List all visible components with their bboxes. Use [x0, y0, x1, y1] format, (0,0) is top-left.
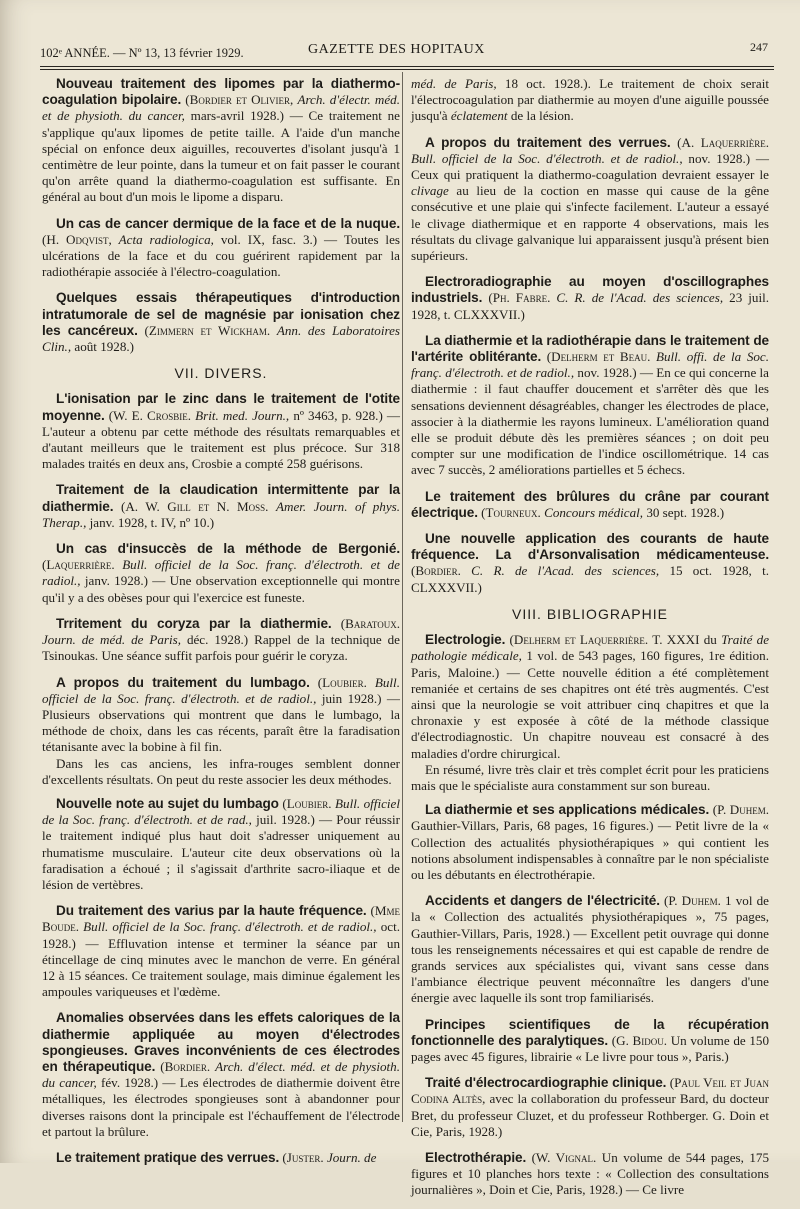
article-body: Gauthier-Villars, Paris, 68 pages, 16 figures.) — Petit livre de la « Collection des actualités physiothérapiques » qui contient les notions absolument indispensables à connaître par le non spécialiste ou les débutants en électrothérapie.	[411, 818, 769, 882]
article-author: Loubier.	[322, 674, 367, 690]
article-body-end: de la lésion.	[510, 108, 574, 124]
article-title: Accidents et dangers de l'électricité.	[425, 893, 660, 909]
article-body: 18 oct. 1928.). Le traitement de choix serait l'électrocoagulation par diathermie au moyen d'une aiguille poussée jusqu'à	[411, 76, 769, 124]
article-body: 30 sept. 1928.)	[646, 504, 725, 520]
article-body: déc. 1928.) Rappel de la technique de Tsinoukas. Une séance suffit parfois pour guérir le coryza.	[42, 632, 400, 664]
article-title: La diathermie et la radiothérapie dans le traitement de l'artérite oblitérante.	[411, 332, 769, 365]
article-title: Traité d'électrocardiographie clinique.	[425, 1075, 667, 1091]
article-entry: Quelques essais thérapeutiques d'introduction intratumorale de sel de magnésie par ionisation chez les cancéreux. (Zimmern et Wickham. Ann. des Laboratoires Clin., août 1928.)	[42, 290, 400, 355]
publication-title: GAZETTE DES HOPITAUX	[308, 42, 485, 57]
article-entry: Principes scientifiques de la récupération fonctionnelle des paralytiques. (G. Bidou. Un volume de 150 pages avec 45 figures, librairie « Le livre pour tous », Paris.)	[411, 1016, 769, 1064]
article-body: vol. IX, fasc. 3.) — Toutes les ulcérations de la face et du cou guérirent rapidement par la radiothérapie associée à l'électro-coagulation.	[42, 231, 400, 280]
article-entry: Traitement de la claudication intermittente par la diathermie. (A. W. Gill et N. Moss. Amer. Journ. of phys. Therap., janv. 1928, t. IV, nº 10.)	[42, 482, 401, 530]
article-journal: Journ. de	[326, 1149, 377, 1165]
article-entry: Trritement du coryza par la diathermie. (Baratoux. Journ. de méd. de Paris, déc. 1928.) Rappel de la technique de Tsinoukas. Une séance suffit parfois pour guérir le coryza.	[42, 615, 400, 664]
article-journal: Bull. officiel de la Soc. d'électroth. et de radiol.,	[411, 150, 683, 166]
article-entry: Traité d'électrocardiographie clinique. (Paul Veil et Juan Codina Altès, avec la collaboration du professeur Bard, du docteur Bret, du professeur Cluzet, et du professeur Rothberger. G. Doin et Cie, Paris, 1928.)	[411, 1075, 769, 1139]
page-number: 247	[750, 40, 768, 54]
article-author: G. Bidou.	[616, 1032, 668, 1048]
article-body: oct. 1928.) — Effluvation intense et terminer la séance par un étincellage de cinq minutes avec le manchon de verre. En général 12 à 15 séances. Ce traitement soulage, mais diminue également les ampoules variqueuses et l'œdème.	[42, 919, 401, 1000]
article-title: Une nouvelle application des courants de haute fréquence. La d'Arsonvalisation médicamenteuse.	[411, 531, 769, 563]
article-entry: Electroradiographie au moyen d'oscillographes industriels. (Ph. Fabre. C. R. de l'Acad. des sciences, 23 juil. 1928, t. CLXXXVII.)	[411, 274, 769, 322]
header-rule-top	[40, 66, 774, 67]
article-body: juil. 1928.) — Pour réussir le traitement indiqué plus haut doit s'adresser uniquement au rhumatisme musculaire. L'auteur cite deux observations où la faradisation a échoué ; il s'agissait d'arthrite sacro-iliaque et de lésion de vertèbres.	[42, 812, 401, 892]
article-title: Principes scientifiques de la récupération fonctionnelle des paralytiques.	[411, 1016, 769, 1048]
article-author: W. Vignal.	[535, 1149, 597, 1165]
article-entry: La diathermie et la radiothérapie dans le traitement de l'artérite oblitérante. (Delherm et Beau. Bull. offi. de la Soc. franç. d'électroth. et de radiol., nov. 1928.) — En ce qui concerne la diathermie : il faut chauffer doucement et s'arrêter dès que les sensations deviennent désagréables, changer les électrodes de place, associer à la diathermie les rayons lumineux. L'amélioration quand elle se produit débute dès les premières séances ; on doit peu compter sur une modification de l'indice oscillométrique. 14 cas avec 7 succès, 2 améliorations partielles et 5 échecs.	[411, 332, 769, 478]
article-entry: Anomalies observées dans les effets caloriques de la diathermie appliquée au moyen d'électrodes spongieuses. Graves inconvénients de ces électrodes en thérapeutique. (Bordier. Arch. d'élect. méd. et de physioth. du cancer, fév. 1928.) — Les électrodes de diathermie doivent être métalliques, les électrodes spongieuses sont à abandonner pour diverses raisons dont la principale est l'échauffement de l'électrode et partout la brûlure.	[42, 1010, 400, 1139]
right-column	[411, 76, 769, 1209]
article-entry: Un cas de cancer dermique de la face et de la nuque. (H. Odqvist, Acta radiologica, vol. IX, fasc. 3.) — Toutes les ulcérations de la face et du cou guérirent rapidement par la radiothérapie associée à l'électro-coagulation.	[42, 215, 400, 280]
article-body: nº 3463, p. 928.) — L'auteur a obtenu par cette méthode des résultats remarquables et d'autant meilleurs que le traitement est plus précoce. Sur 318 malades traités en deux ans, Crosbie a compté 258 guérisons.	[42, 407, 401, 472]
article-entry: Un cas d'insuccès de la méthode de Bergonié. (Laquerrière. Bull. officiel de la Soc. franç. d'électroth. et de radiol., janv. 1928.) — Une observation exceptionnelle qui montre qu'il y a des obèses pour qui l'exercice est funeste.	[42, 541, 400, 605]
article-title: Trritement du coryza par la diathermie.	[56, 615, 332, 631]
article-entry: Le traitement des brûlures du crâne par courant électrique. (Tourneux. Concours médical, 30 sept. 1928.)	[411, 488, 769, 520]
article-author: Baratoux.	[345, 615, 400, 631]
article-entry: Nouveau traitement des lipomes par la diathermo-coagulation bipolaire. (Bordier et Olivier, Arch. d'électr. méd. et de physioth. du cancer, mars-avril 1928.) — Ce traitement ne s'applique qu'aux lipomes de petite taille. A l'aide d'un manche spécial on enfonce deux aiguilles, recouvertes d'isolant jusqu'à 1 centimètre de leur pointe, dans la tumeur et on fait passer le courant qu'on arrête quand la diathermo-coagulation est suffisante. En général au bout d'un mois le lipome a disparu.	[42, 76, 400, 205]
article-journal: méd. de Paris,	[411, 76, 497, 91]
article-author: Juster.	[286, 1149, 324, 1165]
article-body: 1 vol. de 543 pages, 160 figures, 1re édition. Paris, Maloine.) — Cette nouvelle édition a été complètement remaniée et certains de ses chapitres ont été très augmentés. C'est ainsi que la neurologie se voit attribuer cinq chapitres et que la chronaxie y est exposée à côté de la méthode classique d'électrodiagnostic. Un chapitre nouveau est consacré à des maladies d'ordre chirurgical.	[411, 648, 769, 761]
article-body: Un volume de 544 pages, 175 figures et 10 planches hors texte : « Collection des consultations journalières », Doin et Cie, Paris, 1928.) — Ce livre	[411, 1149, 769, 1198]
article-journal: Bull. officiel de la Soc. franç. d'électroth. et de rad.,	[42, 795, 400, 828]
article-italic: Traité de pathologie médicale,	[411, 632, 769, 664]
article-journal: Bull. officiel de la Soc. franç. d'électroth. et de radiol.,	[83, 919, 377, 935]
article-body: nov. 1928.) — Ceux qui pratiquent la diathermo-coagulation devraient essayer le	[411, 150, 769, 183]
article-title: A propos du traitement des verrues.	[425, 134, 671, 150]
article-journal: Arch. d'élect. méd. et de physioth. du cancer,	[42, 1058, 400, 1091]
article-author: Ph. Fabre.	[492, 290, 551, 306]
article-entry: La diathermie et ses applications médicales. (P. Duhem. Gauthier-Villars, Paris, 68 pages, 16 figures.) — Petit livre de la « Collection des actualités physiothérapiques » qui contient les notions absolument indispensables à connaître par le non spécialiste ou les débutants en électrothérapie.	[411, 802, 770, 882]
article-body: 15 oct. 1928, t. CLXXXVII.)	[411, 563, 769, 595]
article-author: Loubier.	[286, 795, 332, 811]
article-journal: Brit. med. Journ.,	[195, 407, 290, 423]
article-body: janv. 1928.) — Une observation exceptionnelle qui montre qu'il y a des obèses pour qui l'exercice est funeste.	[42, 573, 400, 605]
article-title: Un cas de cancer dermique de la face et de la nuque.	[56, 215, 400, 231]
column-divider	[402, 72, 403, 1122]
issue-info: 102ᵉ ANNÉE. — Nº 13, 13 février 1929.	[40, 46, 244, 60]
article-title: Le traitement pratique des verrues.	[56, 1149, 280, 1165]
article-body: mars-avril 1928.) — Ce traitement ne s'applique qu'aux lipomes de petite taille. A l'aide d'un manche spécial on enfonce deux aiguilles, recouvertes d'isolant jusqu'à 1 centimètre de leur pointe, dans la tumeur et on fait passer le courant qu'on arrête quand la diathermo-coagulation est suffisante. En général au bout d'un mois le lipome a disparu.	[42, 108, 400, 205]
section-heading: VII. DIVERS.	[174, 365, 268, 382]
article-title: Nouveau traitement des lipomes par la diathermo-coagulation bipolaire.	[42, 76, 400, 108]
article-title: Un cas d'insuccès de la méthode de Bergonié.	[56, 541, 400, 557]
article-entry: Electrologie. (Delherm et Laquerrière. T. XXXI du Traité de pathologie médicale, 1 vol. de 543 pages, 160 figures, 1re édition. Paris, Maloine.) — Cette nouvelle édition a été complètement remaniée et certains de ses chapitres ont été très augmentés. C'est ainsi que la neurologie se voit attribuer cinq chapitres et que la chronaxie y est exposée à côté de la méthode classique d'électrodiagnostic. Un chapitre nouveau est consacré à des maladies d'ordre chirurgical.	[411, 632, 769, 761]
article-paragraph: Dans les cas anciens, les infra-rouges semblent donner d'excellents résultats. On peut du reste associer les deux méthodes.	[42, 755, 400, 787]
article-title: Electrothérapie.	[425, 1149, 527, 1165]
article-author: Delherm et Laquerrière.	[513, 632, 649, 648]
header-rule-bottom	[40, 69, 774, 70]
article-body: juin 1928.) — Plusieurs observations qui montrent que dans le lumbago, la méthode de choix, dans les cas récents, paraît être la faradisation tétanisante avec la bobine à fil fin.	[42, 690, 400, 755]
article-paragraph: En résumé, livre très clair et très complet écrit pour les praticiens mais que le spécialiste aura constamment sur son bureau.	[411, 761, 769, 793]
article-title: Electroradiographie au moyen d'oscillographes industriels.	[411, 274, 769, 306]
article-author: Bordier.	[415, 563, 461, 579]
article-author: Bordier.	[164, 1058, 211, 1074]
article-title: Traitement de la claudication intermittente par la diathermie.	[42, 482, 400, 514]
article-journal: Arch. d'électr. méd. et de physioth. du cancer,	[42, 92, 400, 124]
article-entry: Accidents et dangers de l'électricité. (P. Duhem. 1 vol de la « Collection des actualités physiothérapiques », 75 pages, Gauthier-Villars, Paris, 1928.) — Excellent petit ouvrage qui donne tous les renseignements nécessaires et qui est capable de rendre de grands services aux spécialistes qui, vivant sans cesse dans l'ambiance électrique peuvent méconnaître les dangers d'une énergie avec laquelle ils sont trop familiarisés.	[411, 893, 769, 1006]
article-title: A propos du traitement du lumbago.	[56, 674, 310, 690]
article-author: Laquerrière.	[46, 557, 115, 573]
article-journal: Ann. des Laboratoires Clin.,	[42, 322, 400, 355]
article-author: Bordier et Olivier,	[189, 92, 294, 108]
article-journal: Amer. Journ. of phys. Therap.,	[42, 498, 401, 530]
article-italic: clivage	[411, 183, 449, 199]
article-entry: Nouvelle note au sujet du lumbago (Loubier. Bull. officiel de la Soc. franç. d'électroth. et de rad., juil. 1928.) — Pour réussir le traitement indiqué plus haut doit s'adresser uniquement au rhumatisme musculaire. L'auteur cite deux observations où la faradisation a échoué ; il s'agissait d'arthrite sacro-iliaque et de lésion de vertèbres.	[42, 795, 401, 892]
article-entry: Une nouvelle application des courants de haute fréquence. La d'Arsonvalisation médicamenteuse. (Bordier. C. R. de l'Acad. des sciences, 15 oct. 1928, t. CLXXXVII.)	[411, 531, 769, 595]
article-entry: Electrothérapie. (W. Vignal. Un volume de 544 pages, 175 figures et 10 planches hors texte : « Collection des consultations journalières », Doin et Cie, Paris, 1928.) — Ce livre	[411, 1149, 769, 1198]
article-continuation	[411, 76, 769, 125]
article-italic: éclatement	[450, 108, 508, 124]
article-entry: Du traitement des varius par la haute fréquence. (Mme Boude. Bull. officiel de la Soc. franç. d'électroth. et de radiol., oct. 1928.) — Effluvation intense et terminer la séance par un étincellage de cinq minutes avec le manchon de verre. En général 12 à 15 séances. Ce traitement soulage, mais diminue également les ampoules variqueuses et l'œdème.	[42, 903, 401, 1000]
article-body: août 1928.)	[74, 339, 135, 355]
article-journal: Bull. officiel de la Soc. franç. d'électroth. et de radiol.,	[42, 674, 400, 706]
article-title: Du traitement des varius par la haute fréquence.	[56, 903, 367, 919]
article-journal: Acta radiologica,	[118, 231, 214, 247]
article-title: Quelques essais thérapeutiques d'introduction intratumorale de sel de magnésie par ionisation chez les cancéreux.	[42, 290, 400, 338]
article-journal: Bull. officiel de la Soc. franç. d'électroth. et de radiol.,	[42, 557, 400, 589]
article-author: P. Duhem.	[668, 893, 721, 909]
article-body: Un volume de 150 pages avec 45 figures, librairie « Le livre pour tous », Paris.)	[411, 1032, 769, 1064]
article-author: Tourneux.	[485, 504, 541, 520]
section-heading: VIII. BIBLIOGRAPHIE	[512, 605, 668, 622]
article-journal: Concours médical,	[544, 504, 644, 520]
article-author: A. W. Gill et N. Moss.	[125, 498, 269, 514]
article-entry: A propos du traitement des verrues. (A. Laquerrière. Bull. officiel de la Soc. d'électroth. et de radiol., nov. 1928.) — Ceux qui pratiquent la diathermo-coagulation devraient essayer le clivage au lieu de la coction en masse qui cause de la gêne consécutive et une plaie qui s'infecte facilement. L'auteur a essayé le clivage diathermique et en rapporte 4 observations, mais les résultats du clivage galvanique lui apparaissent jusqu'à présent bien supérieurs.	[411, 134, 769, 264]
article-author: Mme Boude.	[42, 903, 400, 935]
article-title: Le traitement des brûlures du crâne par courant électrique.	[411, 488, 769, 520]
article-body: avec la collaboration du professeur Bard, du docteur Bret, du professeur Cluzet, et du professeur Rothberger. G. Doin et Cie, Paris, 1928.)	[411, 1091, 769, 1139]
article-author: A. Laquerrière.	[681, 134, 769, 150]
article-body: T. XXXI du	[652, 632, 717, 648]
article-body: 23 juil. 1928, t. CLXXXVII.)	[411, 290, 769, 322]
article-entry: A propos du traitement du lumbago. (Loubier. Bull. officiel de la Soc. franç. d'électroth. et de radiol., juin 1928.) — Plusieurs observations qui montrent que dans le lumbago, la méthode de choix, dans les cas récents, paraît être la faradisation tétanisante avec la bobine à fil fin.	[42, 674, 400, 755]
left-column	[42, 76, 400, 1176]
article-title: Anomalies observées dans les effets caloriques de la diathermie appliquée au moyen d'électrodes spongieuses. Graves inconvénients de ces électrodes en thérapeutique.	[42, 1010, 400, 1074]
article-entry: Le traitement pratique des verrues. (Juster. Journ. de	[56, 1149, 377, 1165]
article-title: L'ionisation par le zinc dans le traitement de l'otite moyenne.	[42, 391, 400, 423]
article-body: fév. 1928.) — Les électrodes de diathermie doivent être métalliques, les électrodes spongieuses sont à abandonner pour diverses raisons dont la principale est l'échauffement de l'électrode et partout la brûlure.	[42, 1075, 400, 1139]
article-body-end: au lieu de la coction en masse qui cause de la gêne consécutive et une plaie qui s'infecte facilement. L'auteur a essayé le clivage diathermique et en rapporte 4 observations, mais les résultats du clivage galvanique lui apparaissent jusqu'à présent bien supérieurs.	[411, 183, 769, 264]
article-title: Nouvelle note au sujet du lumbago	[56, 795, 279, 811]
article-journal: Journ. de méd. de Paris,	[42, 632, 182, 648]
article-author: Paul Veil et Juan Codina Altès,	[411, 1075, 769, 1107]
article-journal: Bull. offi. de la Soc. franç. d'électroth. et de radiol.,	[411, 349, 769, 381]
article-body: nov. 1928.) — En ce qui concerne la diathermie : il faut chauffer doucement et s'arrêter dès que les sensations deviennent désagréables, changer les électrodes de place, associer à la diathermie les rayons lumineux. L'amélioration quand elle se produit débute dès les premières séances ; on doit peu compter sur une modification de l'indice oscillométrique. 14 cas avec 7 succès, 2 améliorations partielles et 5 échecs.	[411, 365, 769, 478]
article-body: 1 vol de la « Collection des actualités physiothérapiques », 75 pages, Gauthier-Villars, Paris, 1928.) — Excellent petit ouvrage qui donne tous les renseignements nécessaires et qui est capable de rendre de grands services aux spécialistes qui, vivant sans cesse dans l'ambiance électrique peuvent méconnaître les dangers d'une énergie avec laquelle ils sont trop familiarisés.	[411, 893, 769, 1006]
article-author: Zimmern et Wickham.	[148, 322, 271, 338]
article-author: Delherm et Beau.	[551, 349, 651, 365]
article-title: La diathermie et ses applications médicales.	[425, 802, 710, 818]
article-entry: L'ionisation par le zinc dans le traitement de l'otite moyenne. (W. E. Crosbie. Brit. med. Journ., nº 3463, p. 928.) — L'auteur a obtenu par cette méthode des résultats remarquables et d'autant meilleurs que le traitement est plus précoce. Sur 318 malades traités en deux ans, Crosbie a compté 258 guérisons.	[42, 391, 401, 472]
article-journal: C. R. de l'Acad. des sciences,	[471, 563, 660, 579]
article-author: P. Duhem.	[717, 802, 770, 818]
article-author: W. E. Crosbie.	[113, 407, 192, 423]
page-header	[40, 40, 770, 64]
article-body: janv. 1928, t. IV, nº 10.)	[89, 514, 215, 530]
article-title: Electrologie.	[425, 632, 506, 648]
article-journal: C. R. de l'Acad. des sciences,	[556, 290, 724, 306]
article-author: H. Odqvist,	[46, 231, 112, 247]
